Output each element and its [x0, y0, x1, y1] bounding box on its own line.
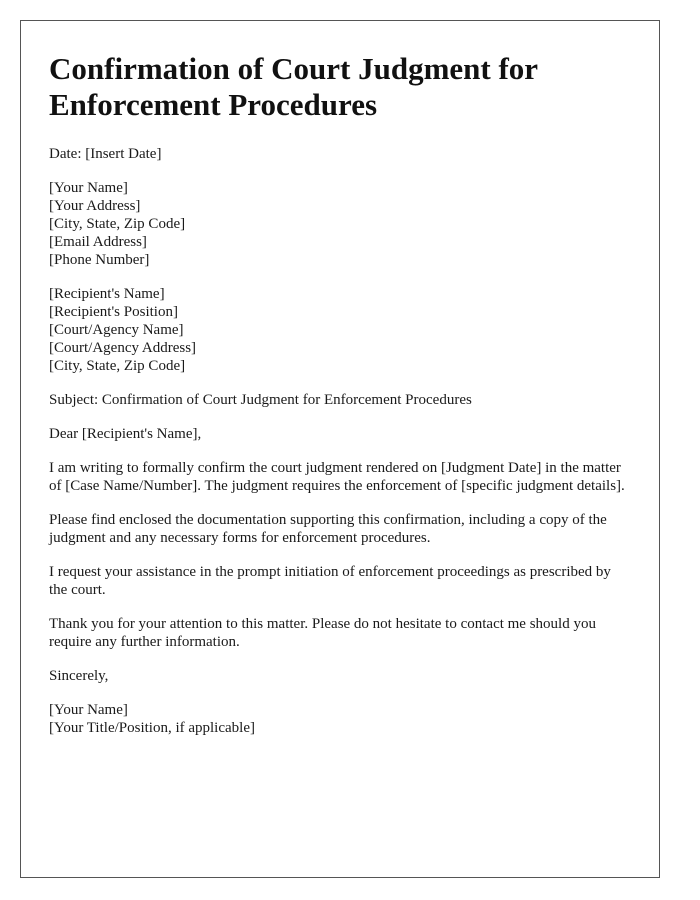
sender-city-state-zip: [City, State, Zip Code]	[49, 216, 186, 232]
sender-name: [Your Name]	[49, 180, 128, 196]
recipient-agency-address: [Court/Agency Address]	[49, 340, 197, 356]
recipient-address-block	[49, 285, 631, 375]
sender-address: [Your Address]	[49, 198, 141, 214]
sender-email: [Email Address]	[49, 234, 147, 250]
letter-date: Date: [Insert Date]	[49, 146, 162, 162]
letter-title: Confirmation of Court Judgment for Enforcement Procedures	[49, 51, 538, 122]
sender-phone: [Phone Number]	[49, 252, 150, 268]
signature-title: [Your Title/Position, if applicable]	[49, 720, 255, 736]
signature-block	[49, 701, 631, 737]
signature-name: [Your Name]	[49, 702, 128, 718]
letter-page	[20, 20, 660, 878]
body-paragraph-3: I request your assistance in the prompt initiation of enforcement proceedings as prescribed by the court.	[49, 564, 611, 598]
closing: Sincerely,	[49, 668, 109, 684]
recipient-name: [Recipient's Name]	[49, 286, 165, 302]
recipient-position: [Recipient's Position]	[49, 304, 178, 320]
recipient-city-state-zip: [City, State, Zip Code]	[49, 358, 186, 374]
body-paragraph-1: I am writing to formally confirm the court judgment rendered on [Judgment Date] in the matter of [Case Name/Number]. The judgment requires the enforcement of [specific judgment details].	[49, 460, 625, 494]
recipient-agency-name: [Court/Agency Name]	[49, 322, 184, 338]
sender-address-block	[49, 179, 631, 269]
body-paragraph-4: Thank you for your attention to this matter. Please do not hesitate to contact me should you require any further information.	[49, 616, 596, 650]
body-paragraph-2: Please find enclosed the documentation supporting this confirmation, including a copy of the judgment and any necessary forms for enforcement procedures.	[49, 512, 607, 546]
subject-line: Subject: Confirmation of Court Judgment for Enforcement Procedures	[49, 392, 472, 408]
salutation: Dear [Recipient's Name],	[49, 426, 202, 442]
